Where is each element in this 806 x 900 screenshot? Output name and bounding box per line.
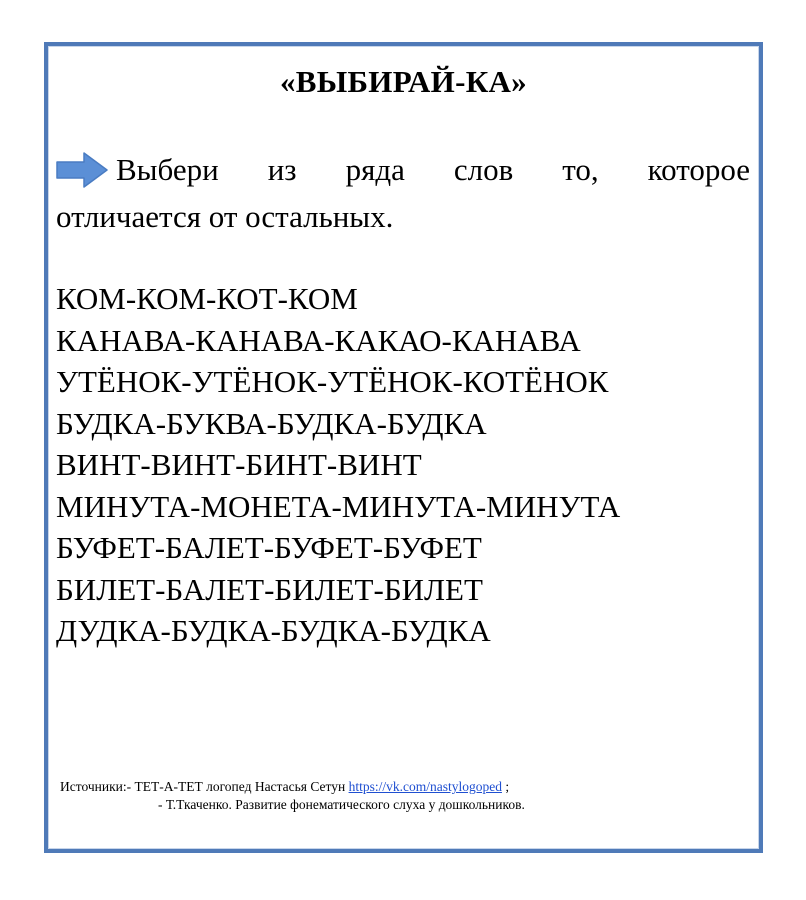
word-row: УТЁНОК-УТЁНОК-УТЁНОК-КОТЁНОК <box>56 364 609 399</box>
word-rows-list <box>56 278 620 652</box>
worksheet-frame <box>44 42 763 853</box>
word-row: КАНАВА-КАНАВА-КАКАО-КАНАВА <box>56 322 581 358</box>
word-row: БИЛЕТ-БАЛЕТ-БИЛЕТ-БИЛЕТ <box>56 571 483 607</box>
instruction-word: которое <box>647 152 750 187</box>
word-row: МИНУТА-МОНЕТА-МИНУТА-МИНУТА <box>56 488 621 524</box>
word-row: БУДКА-БУКВА-БУДКА-БУДКА <box>56 405 487 441</box>
source-link[interactable]: https://vk.com/nastylogoped <box>348 779 502 794</box>
sources-prefix: Источники:- ТЕТ-А-ТЕТ логопед Настасья Сетун <box>60 779 346 794</box>
instruction-line-2: отличается от остальных. <box>56 199 394 234</box>
right-arrow-icon <box>56 152 108 188</box>
word-row: КОМ-КОМ-КОТ-КОМ <box>56 281 358 316</box>
instruction-lead <box>56 152 116 188</box>
sources-section <box>60 778 525 814</box>
instruction-word: ряда <box>345 152 405 187</box>
instruction-words <box>116 146 750 193</box>
instruction-word: слов <box>453 152 514 187</box>
sources-suffix: ; <box>501 779 510 794</box>
instruction-line-1 <box>56 146 750 193</box>
word-row: ДУДКА-БУДКА-БУДКА-БУДКА <box>56 613 491 648</box>
instruction-text <box>56 146 750 240</box>
sources-line-1 <box>60 778 525 796</box>
word-row: ВИНТ-ВИНТ-БИНТ-ВИНТ <box>56 447 422 482</box>
page-title: «ВЫБИРАЙ-КА» <box>280 64 527 99</box>
sources-line-2: - Т.Ткаченко. Развитие фонематического слуха у дошкольников. <box>158 797 525 812</box>
instruction-word: то, <box>562 152 599 187</box>
instruction-word: Выбери <box>116 152 219 187</box>
instruction-word: из <box>267 152 297 187</box>
word-row: БУФЕТ-БАЛЕТ-БУФЕТ-БУФЕТ <box>56 530 482 565</box>
